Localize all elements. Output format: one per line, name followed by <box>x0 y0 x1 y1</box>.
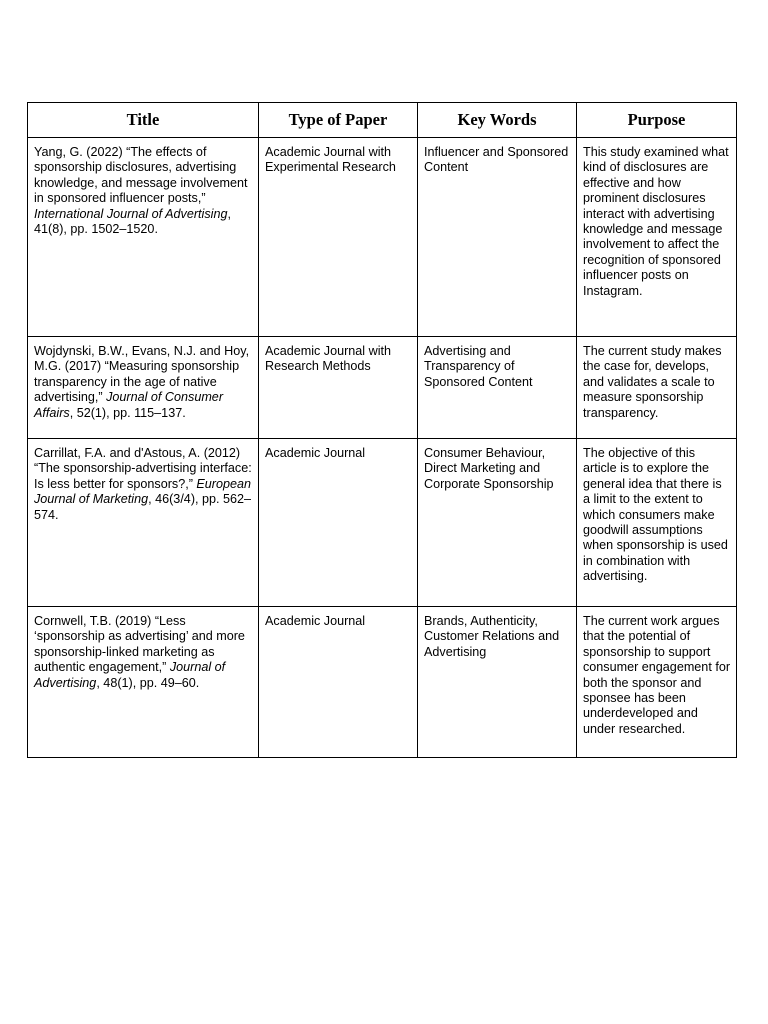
citation-text: Cornwell, T.B. (2019) “Less ‘sponsorship as advertising’ and more sponsorship-linked marketing as authentic engagement,” <box>34 614 245 675</box>
header-type-of-paper: Type of Paper <box>259 103 418 138</box>
table-body <box>28 138 737 758</box>
type-cell: Academic Journal with Research Methods <box>259 337 418 439</box>
purpose-cell: The current work argues that the potential of sponsorship to support consumer engagement for both the sponsor and sponsee has been underdeveloped and under researched. <box>577 607 737 758</box>
citation-details: , 48(1), pp. 49–60. <box>96 675 200 690</box>
citation-text: Carrillat, F.A. and d'Astous, A. (2012) “The sponsorship‐advertising interface: Is less better for sponsors?,” <box>34 446 252 491</box>
citation-cell <box>28 138 259 337</box>
header-key-words: Key Words <box>418 103 577 138</box>
citation-cell <box>28 439 259 607</box>
citation-details: , 52(1), pp. 115–137. <box>69 405 186 420</box>
keywords-cell: Brands, Authenticity, Customer Relations and Advertising <box>418 607 577 758</box>
keywords-cell: Advertising and Transparency of Sponsored Content <box>418 337 577 439</box>
type-cell: Academic Journal with Experimental Research <box>259 138 418 337</box>
journal-name: European Journal of Marketing <box>34 476 252 507</box>
table-header <box>28 103 737 138</box>
header-title: Title <box>28 103 259 138</box>
purpose-cell: The objective of this article is to explore the general idea that there is a limit to the extent to which consumers make goodwill assumptions when sponsorship is used in combination with advertising. <box>577 439 737 607</box>
literature-review-table <box>27 102 737 758</box>
type-cell: Academic Journal <box>259 607 418 758</box>
citation-details: , 41(8), pp. 1502–1520. <box>34 206 231 237</box>
keywords-cell: Consumer Behaviour, Direct Marketing and Corporate Sponsorship <box>418 439 577 607</box>
table-row <box>28 337 737 439</box>
table-row <box>28 138 737 337</box>
header-purpose: Purpose <box>577 103 737 138</box>
journal-name: Journal of Consumer Affairs <box>34 390 224 420</box>
journal-name: Journal of Advertising <box>34 660 226 690</box>
citation-text: Wojdynski, B.W., Evans, N.J. and Hoy, M.G. (2017) “Measuring sponsorship transparency in the age of native advertising,” <box>34 344 250 405</box>
table-row <box>28 439 737 607</box>
citation-text: Yang, G. (2022) “The effects of sponsorship disclosures, advertising knowledge, and message involvement in sponsored influencer posts,” <box>34 145 248 206</box>
keywords-cell: Influencer and Sponsored Content <box>418 138 577 337</box>
citation-details: , 46(3/4), pp. 562–574. <box>34 492 252 522</box>
header-row <box>28 103 737 138</box>
type-cell: Academic Journal <box>259 439 418 607</box>
purpose-cell: The current study makes the case for, develops, and validates a scale to measure sponsorship transparency. <box>577 337 737 439</box>
table-row <box>28 607 737 758</box>
purpose-cell: This study examined what kind of disclosures are effective and how prominent disclosures interact with advertising knowledge and message involvement to affect the recognition of sponsored influencer posts on Instagram. <box>577 138 737 337</box>
citation-cell <box>28 607 259 758</box>
journal-name: International Journal of Advertising <box>34 206 228 221</box>
citation-cell <box>28 337 259 439</box>
